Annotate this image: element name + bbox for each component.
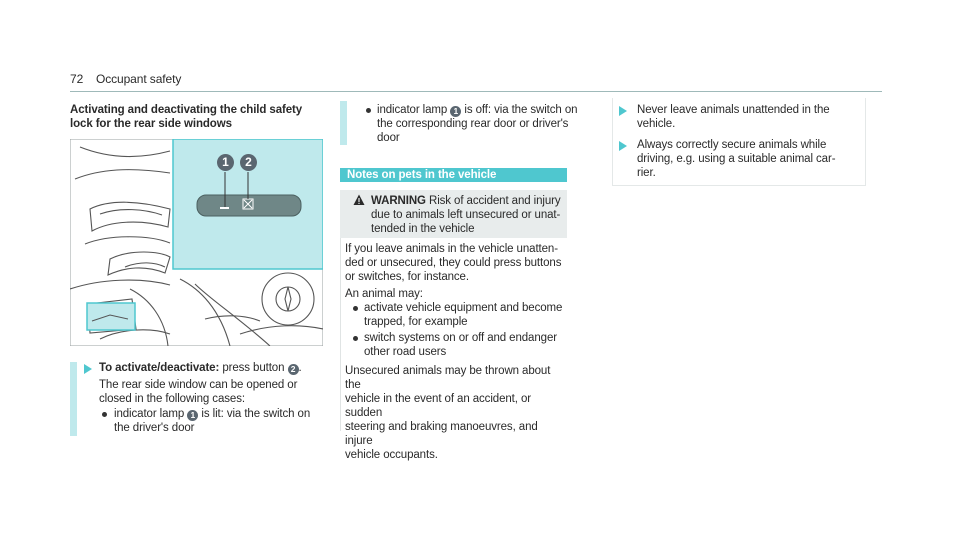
illustration-svg — [70, 139, 323, 346]
bullet-dot — [353, 306, 358, 311]
bullet2-line3: door — [377, 132, 400, 144]
animal-item-2 — [364, 331, 564, 359]
instruction-bold: To activate/deactivate: — [99, 362, 220, 374]
callout-1: 1 — [217, 154, 234, 171]
body-line: An animal may: — [345, 288, 423, 300]
tip-line: vehicle. — [637, 118, 676, 130]
bullet-lamp-off — [377, 103, 587, 145]
tip-2 — [637, 138, 862, 180]
warning-body-end — [345, 364, 567, 462]
body-line: If you leave animals in the vehicle unatten- — [345, 243, 558, 255]
bullet1-pre: indicator lamp — [114, 408, 185, 420]
heading-line: lock for the rear side windows — [70, 118, 232, 130]
step-arrow-icon — [619, 106, 627, 116]
ref-2: 2 — [288, 364, 299, 375]
bullet-dot — [353, 336, 358, 341]
body-line: Unsecured animals may be thrown about the — [345, 365, 551, 391]
animal-item-1 — [364, 301, 564, 329]
warning-line: tended in the vehicle — [371, 223, 475, 235]
heading-line: Activating and deactivating the child safety — [70, 104, 303, 116]
warning-line: Risk of accident and injury — [429, 195, 561, 207]
item-line: other road users — [364, 346, 447, 358]
warning-body — [345, 242, 565, 301]
section-title: Occupant safety — [96, 72, 182, 86]
para1-line: closed in the following cases: — [99, 393, 245, 405]
tip-1 — [637, 103, 862, 131]
step-arrow-icon — [619, 141, 627, 151]
body-line: vehicle occupants. — [345, 449, 438, 461]
page-number: 72 — [70, 72, 84, 86]
bullet-lamp-lit — [114, 407, 329, 435]
warning-label: WARNING — [371, 195, 426, 207]
instruction-line — [99, 361, 329, 375]
item-line: activate vehicle equipment and become — [364, 302, 563, 314]
instruction-bar — [70, 362, 77, 436]
bullet2-post: is off: via the switch on — [464, 104, 578, 116]
step-arrow-icon — [84, 364, 92, 374]
ref-1: 1 — [450, 106, 461, 117]
bullet1-post: is lit: via the switch on — [201, 408, 311, 420]
warning-line: due to animals left unsecured or unat- — [371, 209, 561, 221]
tip-line: rier. — [637, 167, 656, 179]
body-line: ded or unsecured, they could press buttons — [345, 257, 562, 269]
tip-line: Never leave animals unattended in the — [637, 104, 830, 116]
para1-line: The rear side window can be opened or — [99, 379, 298, 391]
tip-line: Always correctly secure animals while — [637, 139, 827, 151]
body-line: or switches, for instance. — [345, 271, 469, 283]
instruction-text: press button — [222, 362, 285, 374]
body-line: steering and braking manoeuvres, and injure — [345, 421, 538, 447]
header-rule — [70, 91, 882, 92]
item-line: trapped, for example — [364, 316, 468, 328]
body-line: vehicle in the event of an accident, or sudden — [345, 393, 531, 419]
door-switch-illustration — [70, 139, 323, 346]
bullet1-line2: the driver's door — [114, 422, 195, 434]
notes-title: Notes on pets in the vehicle — [347, 169, 497, 181]
continuation-bar — [340, 101, 347, 145]
ref-1: 1 — [187, 410, 198, 421]
para1 — [99, 378, 329, 406]
bullet2-line2: the corresponding rear door or driver's — [377, 118, 569, 130]
warning-icon — [353, 193, 365, 205]
bullet-dot — [102, 412, 107, 417]
bullet2-pre: indicator lamp — [377, 104, 448, 116]
section-heading — [70, 103, 330, 131]
warning-text — [371, 194, 567, 236]
instruction-end: . — [298, 362, 302, 374]
callout-2: 2 — [240, 154, 257, 171]
item-line: switch systems on or off and endanger — [364, 332, 557, 344]
bullet-dot — [366, 108, 371, 113]
tip-line: driving, e.g. using a suitable animal car- — [637, 153, 836, 165]
